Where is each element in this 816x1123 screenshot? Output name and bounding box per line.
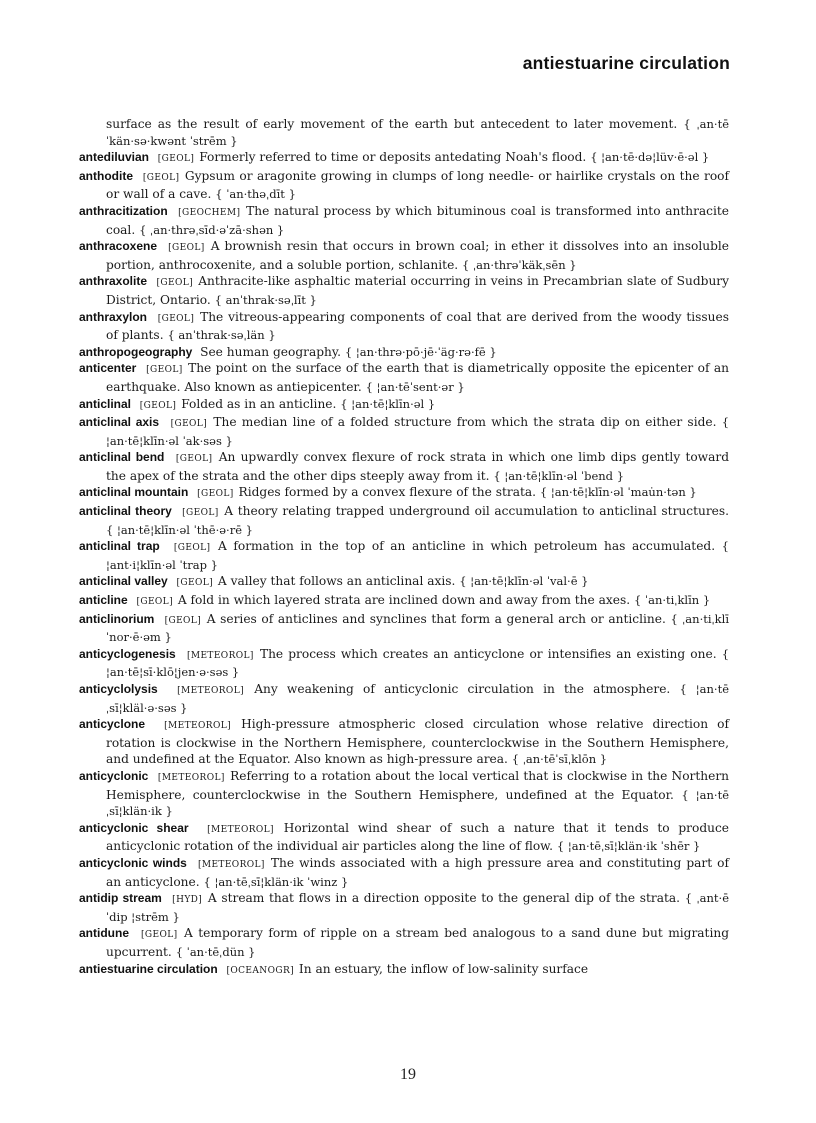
subject-label: [METEOROL] [186,650,254,661]
dictionary-entry [79,344,729,361]
pronunciation: { ˌant·ēˈdip ¦strēm } [106,891,730,924]
dictionary-entry [79,273,729,308]
definition: A stream that flows in a direction opposite to the general dip of the strata. [207,891,681,906]
pronunciation: { ¦an·tē¦klīn·əl } [340,396,436,411]
headword: anticenter [79,361,137,376]
subject-label: [GEOL] [170,419,208,430]
headword: anticlinal mountain [79,485,189,500]
headword: anticyclolysis [79,682,158,696]
dictionary-entry [79,538,729,573]
dictionary-entry [79,611,729,646]
dictionary-entry [79,203,729,238]
headword: anticlinal valley [79,574,168,589]
dictionary-entry [79,503,729,538]
headword: antidip stream [79,891,162,906]
pronunciation: { ˈan·tēˌdün } [175,944,256,959]
definition: The median line of a folded structure from which the strata dip on either side. [213,415,717,430]
dictionary-entry [79,238,729,273]
pronunciation: { ¦an·tēˌsī¦klän·ik ˈwinz } [203,874,349,889]
definition: A valley that follows an anticlinal axis. [217,574,456,589]
subject-label: [METEOROL] [157,772,225,783]
pronunciation: { anˈthrak·səˌlīt } [214,292,317,307]
headword: antiestuarine circulation [79,961,218,976]
pronunciation: { ˌan·thrəˈkäkˌsēn } [462,257,577,272]
pronunciation: { ˌan·tēˈsīˌklōn } [511,752,608,767]
definition: See human geography. [200,344,342,359]
definition: Ridges formed by a convex flexure of the strata. [238,485,537,500]
running-head: antiestuarine circulation [522,53,730,73]
dictionary-entry [79,925,729,960]
pronunciation: { ¦an·tē¦klīn·əl ˈval·ē } [459,574,589,589]
definition: In an estuary, the inflow of low-salinity surface [298,961,589,976]
dictionary-entry [79,484,729,503]
dictionary-entry [79,961,729,980]
headword: anticyclogenesis [79,646,176,661]
dictionary-entry [79,681,729,716]
headword: anthropogeography [79,344,193,359]
headword: anticlinal bend [79,450,165,465]
dictionary-entry [79,360,729,395]
subject-label: [METEOROL] [207,824,274,835]
pronunciation: { ¦ant·i¦klīn·əl ˈtrap } [106,539,729,572]
headword: anthracoxene [79,239,158,254]
headword: anticlinal axis [79,415,160,430]
pronunciation: { ˌan·thrəˌsīd·əˈzā·shən } [139,222,285,237]
definition: A brownish resin that occurs in brown coal; in ether it dissolves into an insoluble portion, anthrocoxenite, and a soluble portion, schlanite. [106,239,730,272]
continued-entry [79,116,729,149]
dictionary-entries [79,116,729,979]
subject-label: [GEOL] [157,313,195,324]
dictionary-entry [79,309,729,344]
subject-label: [GEOCHEM] [178,207,241,218]
headword: anticyclonic [79,768,149,783]
pronunciation: { ¦an·tē¦klīn·əl ˈak·səs } [106,415,730,448]
definition: Horizontal wind shear of such a nature that it tends to produce anticyclonic rotation of the individual air particles along the line of flow. [106,820,730,854]
dictionary-entry [79,820,729,855]
subject-label: [OCEANOGR] [226,965,295,976]
dictionary-entry [79,646,729,681]
dictionary-entry [79,396,729,415]
pronunciation: { ¦an·tēˈsent·ər } [365,379,465,394]
entry-list [79,149,729,979]
headword: anthraxolite [79,274,148,289]
definition: Anthracite-like asphaltic material occurring in veins in Precambrian slate of Sudbury District, Ontario. [106,274,729,307]
subject-label: [GEOL] [164,615,202,626]
pronunciation: { ¦an·tē¦klīn·əl ˈthē·ə·rē } [106,522,253,537]
dictionary-entry [79,716,729,768]
dictionary-entry [79,573,729,592]
subject-label: [GEOL] [146,365,183,376]
definition: A fold in which layered strata are inclined down and away from the axes. [177,593,631,608]
dictionary-entry [79,592,729,611]
pronunciation: { ¦an·tē¦sī·klō¦jen·ə·səs } [106,646,730,680]
subject-label: [GEOL] [139,400,177,411]
headword: anticyclonic shear [79,820,189,835]
pronunciation: { ¦an·tē·də¦lüv·ē·əl } [590,150,710,165]
headword: anthracitization [79,203,168,218]
headword: anthodite [79,168,133,183]
subject-label: [GEOL] [197,489,234,500]
dictionary-entry [79,449,729,484]
definition: Any weakening of anticyclonic circulation in the atmosphere. [254,682,671,696]
headword: antediluvian [79,150,150,165]
dictionary-entry [79,168,729,203]
definition: The point on the surface of the earth that is diametrically opposite the epicenter of an earthquake. Also known as antiepicenter. [106,361,730,394]
definition: High-pressure atmospheric closed circulation whose relative direction of rotation is clockwise in the Northern Hemisphere, counterclockwise in the Southern Hemisphere, and undefined at the Equator. Also known as high-pressure area. [106,717,730,767]
dictionary-entry [79,890,729,925]
subject-label: [HYD] [172,895,203,906]
subject-label: [GEOL] [175,454,213,465]
subject-label: [GEOL] [173,543,211,554]
headword: anticyclone [79,717,146,732]
definition: The natural process by which bituminous coal is transformed into anthracite coal. [106,203,730,237]
dictionary-entry [79,855,729,890]
dictionary-entry [79,149,729,168]
pronunciation: { ¦an·tēˌsī¦klän·ik ˈshēr } [556,839,701,854]
definition: Folded as in an anticline. [181,396,337,411]
headword: anticlinal [79,396,132,411]
subject-label: [GEOL] [156,278,194,289]
pronunciation: { ˌan·tēˈkän·sə·kwənt ˈstrēm } [106,117,730,148]
definition: A series of anticlines and synclines that form a general arch or anticline. [206,611,666,626]
pronunciation: { ˈan·tiˌklīn } [633,593,711,608]
headword: antidune [79,926,129,941]
headword: anthraxylon [79,309,148,324]
definition: The winds associated with a high pressure area and constituting part of an anticyclone. [106,855,730,889]
subject-label: [GEOL] [176,578,214,589]
subject-label: [GEOL] [140,930,178,941]
dictionary-entry [79,414,729,449]
headword: anticyclonic winds [79,855,187,870]
subject-label: [METEOROL] [164,721,232,732]
definition: Gypsum or aragonite growing in clumps of long needle- or hairlike crystals on the roof or wall of a cave. [106,168,730,202]
page-number: 19 [400,1066,416,1083]
headword: anticlinal trap [79,539,160,554]
pronunciation: { ¦an·thrə·pō·jē·ˈäg·rə·fē } [344,344,497,359]
pronunciation: { ˌan·tiˌklīˈnor·ē·əm } [106,611,730,645]
definition: surface as the result of early movement of the earth but antecedent to later movement. [106,117,678,131]
definition: A formation in the top of an anticline in which petroleum has accumulated. [217,539,716,554]
definition: The process which creates an anticyclone or intensifies an existing one. [259,646,717,661]
pronunciation: { ¦an·tēˌsī¦kläl·ə·səs } [106,682,729,715]
pronunciation: { anˈthrak·səˌlän } [167,328,276,343]
dictionary-entry [79,768,729,820]
pronunciation: { ˈan·thəˌdīt } [215,187,296,202]
definition: Referring to a rotation about the local vertical that is clockwise in the Northern Hemisphere, counterclockwise in the Southern Hemisphere, undefined at the Equator. [106,768,730,802]
subject-label: [GEOL] [168,243,205,254]
definition: An upwardly convex flexure of rock strata in which one limb dips gently toward the apex of the strata and the other dips steeply away from it. [106,450,730,483]
subject-label: [GEOL] [136,597,173,608]
definition: The vitreous-appearing components of coal that are derived from the woody tissues of plants. [106,309,729,343]
subject-label: [GEOL] [157,154,195,165]
subject-label: [METEOROL] [197,859,265,870]
subject-label: [METEOROL] [177,686,244,696]
headword: anticlinal theory [79,504,172,519]
subject-label: [GEOL] [182,508,219,519]
pronunciation: { ¦an·tē¦klīn·əl ˈbend } [493,468,625,483]
pronunciation: { ¦an·tē¦klīn·əl ˈmau̇n·tən } [539,485,697,500]
definition: A temporary form of ripple on a stream bed analogous to a sand dune but migrating upcurrent. [106,926,729,959]
subject-label: [GEOL] [142,172,180,183]
definition: Formerly referred to time or deposits antedating Noah's flood. [199,150,587,165]
headword: anticline [79,593,128,608]
definition: A theory relating trapped underground oil accumulation to anticlinal structures. [224,504,729,519]
headword: anticlinorium [79,611,155,626]
pronunciation: { ¦an·tēˌsī¦klän·ik } [106,787,729,819]
